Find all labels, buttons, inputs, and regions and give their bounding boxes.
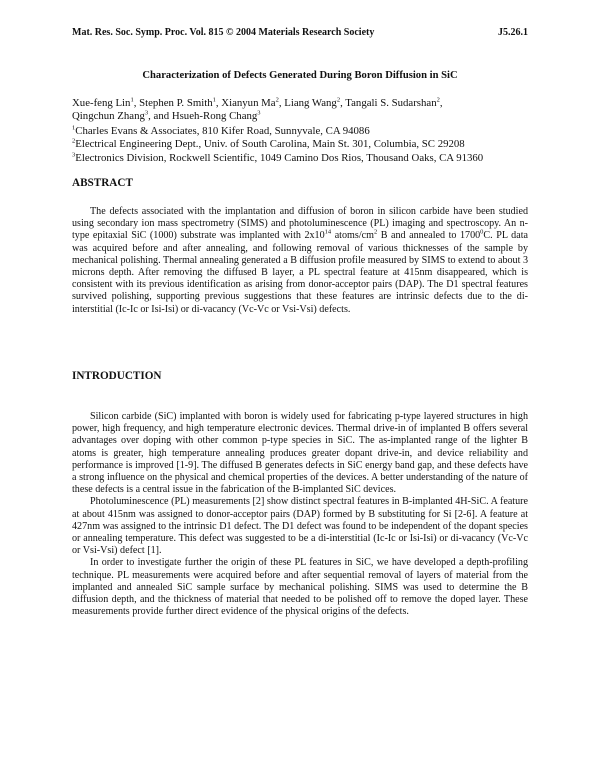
abstract-heading: ABSTRACT: [72, 177, 133, 189]
affiliation: [72, 125, 532, 138]
author-affiliation-mark: 1: [130, 96, 134, 104]
author-list: [72, 97, 528, 123]
affiliation-number: 3: [72, 151, 76, 159]
author-name: Liang Wang: [284, 97, 337, 109]
abstract-text: C. PL data was acquired before and after annealing, and following removal of various thicknesses of the sample by mechanical polishing. Thermal annealing generated a B diffusion profile measured by SIMS to extend to about 3 microns depth. After removing the diffused B layer, a PL spectral feature at 415nm disappeared, which is consistent with its previous identification as arising from donor-acceptor pairs (DAP). The D1 spectral features survived polishing, supporting previous suggestions that these features are intrinsic defects due to the di-interstitial (Ic-Ic or Isi-Isi) or di-vacancy (Vc-Vc or Vsi-Vsi) defects.: [72, 230, 528, 315]
author-affiliation-mark: 2: [275, 96, 279, 104]
author-affiliation-mark: 2: [436, 96, 440, 104]
affiliation-text: Electronics Division, Rockwell Scientific, 1049 Camino Dos Rios, Thousand Oaks, CA 91360: [75, 151, 484, 164]
affiliation-number: 1: [72, 124, 76, 132]
paper-title: Characterization of Defects Generated During Boron Diffusion in SiC: [142, 70, 458, 81]
author-separator: ,: [215, 97, 222, 109]
author-name: Xianyun Ma: [221, 97, 276, 109]
abstract-body: [72, 206, 528, 316]
affiliation-text: Charles Evans & Associates, 810 Kifer Road, Sunnyvale, CA 94086: [75, 125, 370, 137]
intro-paragraph-2: Photoluminescence (PL) measurements [2] show distinct spectral features in B-implanted 4H-SiC. A feature at about 415nm was assigned to donor-acceptor pairs (DAP) formed by B substituting for Si [2-6]. A feature at 427nm was assigned to the intrinsic D1 defect. The D1 defect was found to be independent of the dopant species or annealing temperature. This defect was suggested to be a di-interstitial (Ic-Ic or Isi-Isi) or di-vacancy (Vc-Vc or Vsi-Vsi) defect [1].: [72, 496, 528, 557]
abstract-paragraph: [72, 206, 528, 316]
author-name: Tangali S. Sudarshan: [345, 97, 437, 109]
intro-paragraph-1: Silicon carbide (SiC) implanted with boron is widely used for fabricating p-type layered structures in high power, high frequency, and high temperature electronic devices. Thermal drive-in of implanted B offers several advantages over doping with other common p-type species in SiC. The as-implanted range of the lighter B atoms is greater, high temperature annealing produces greater dopant drive-in, and device reliability and performance is improved [1-9]. The diffused B generates defects in SiC energy band gap, and these defects have a strong influence on the physical and chemical properties of the devices. A better understanding of the nature of these defects is a central issue in the fabrication of the B-implanted SiC devices.: [72, 411, 528, 496]
author-name: Qingchun Zhang: [72, 110, 145, 122]
abstract-text: atoms/cm: [331, 230, 374, 242]
introduction-body: [72, 411, 528, 618]
author-name: Xue-feng Lin: [72, 97, 131, 109]
degree-mark: 0: [480, 229, 484, 237]
abstract-text: The defects associated with the implantation and diffusion of boron in silicon carbide have been studied using secondary ion mass spectrometry (SIMS) and photoluminescence (PL) imaging and spectroscopy. An n-type epitaxial SiC (1000) substrate was implanted with 2x10: [72, 206, 528, 242]
affiliation: [72, 152, 532, 165]
introduction-heading: INTRODUCTION: [72, 370, 162, 382]
author-name: Hsueh-Rong Chang: [171, 110, 258, 122]
abstract-text: B and annealed to 1700: [377, 230, 481, 242]
author-separator: ,: [278, 97, 285, 109]
author-separator: ,: [133, 97, 140, 109]
author-name: Stephen P. Smith: [139, 97, 213, 109]
affiliation-text: Electrical Engineering Dept., Univ. of South Carolina, Main St. 301, Columbia, SC 29208: [75, 138, 465, 151]
author-separator: ,: [439, 97, 443, 109]
exponent: 14: [324, 229, 332, 237]
author-affiliation-mark: 3: [144, 109, 149, 117]
journal-citation: Mat. Res. Soc. Symp. Proc. Vol. 815 © 2004 Materials Research Society: [72, 27, 375, 38]
affiliation: [72, 138, 532, 151]
author-affiliation-mark: 1: [212, 96, 216, 104]
author-separator: ,: [340, 97, 346, 109]
affiliation-list: [72, 125, 532, 165]
exponent: 2: [373, 229, 378, 237]
affiliation-number: 2: [72, 137, 76, 145]
page-code: J5.26.1: [498, 27, 528, 38]
author-separator: , and: [148, 110, 172, 122]
author-affiliation-mark: 2: [336, 96, 341, 104]
intro-paragraph-3: In order to investigate further the origin of these PL features in SiC, we have developed a depth-profiling technique. PL measurements were acquired before and after sequential removal of layers of material from the implanted and annealed SiC sample surface by mechanical polishing. SIMS was used to determine the B diffusion depth, and the thickness of material that needed to be polished off to remove the doped layer. These measurements provide further direct evidence of the physical origins of the defects.: [72, 557, 528, 618]
author-affiliation-mark: 3: [257, 109, 261, 117]
